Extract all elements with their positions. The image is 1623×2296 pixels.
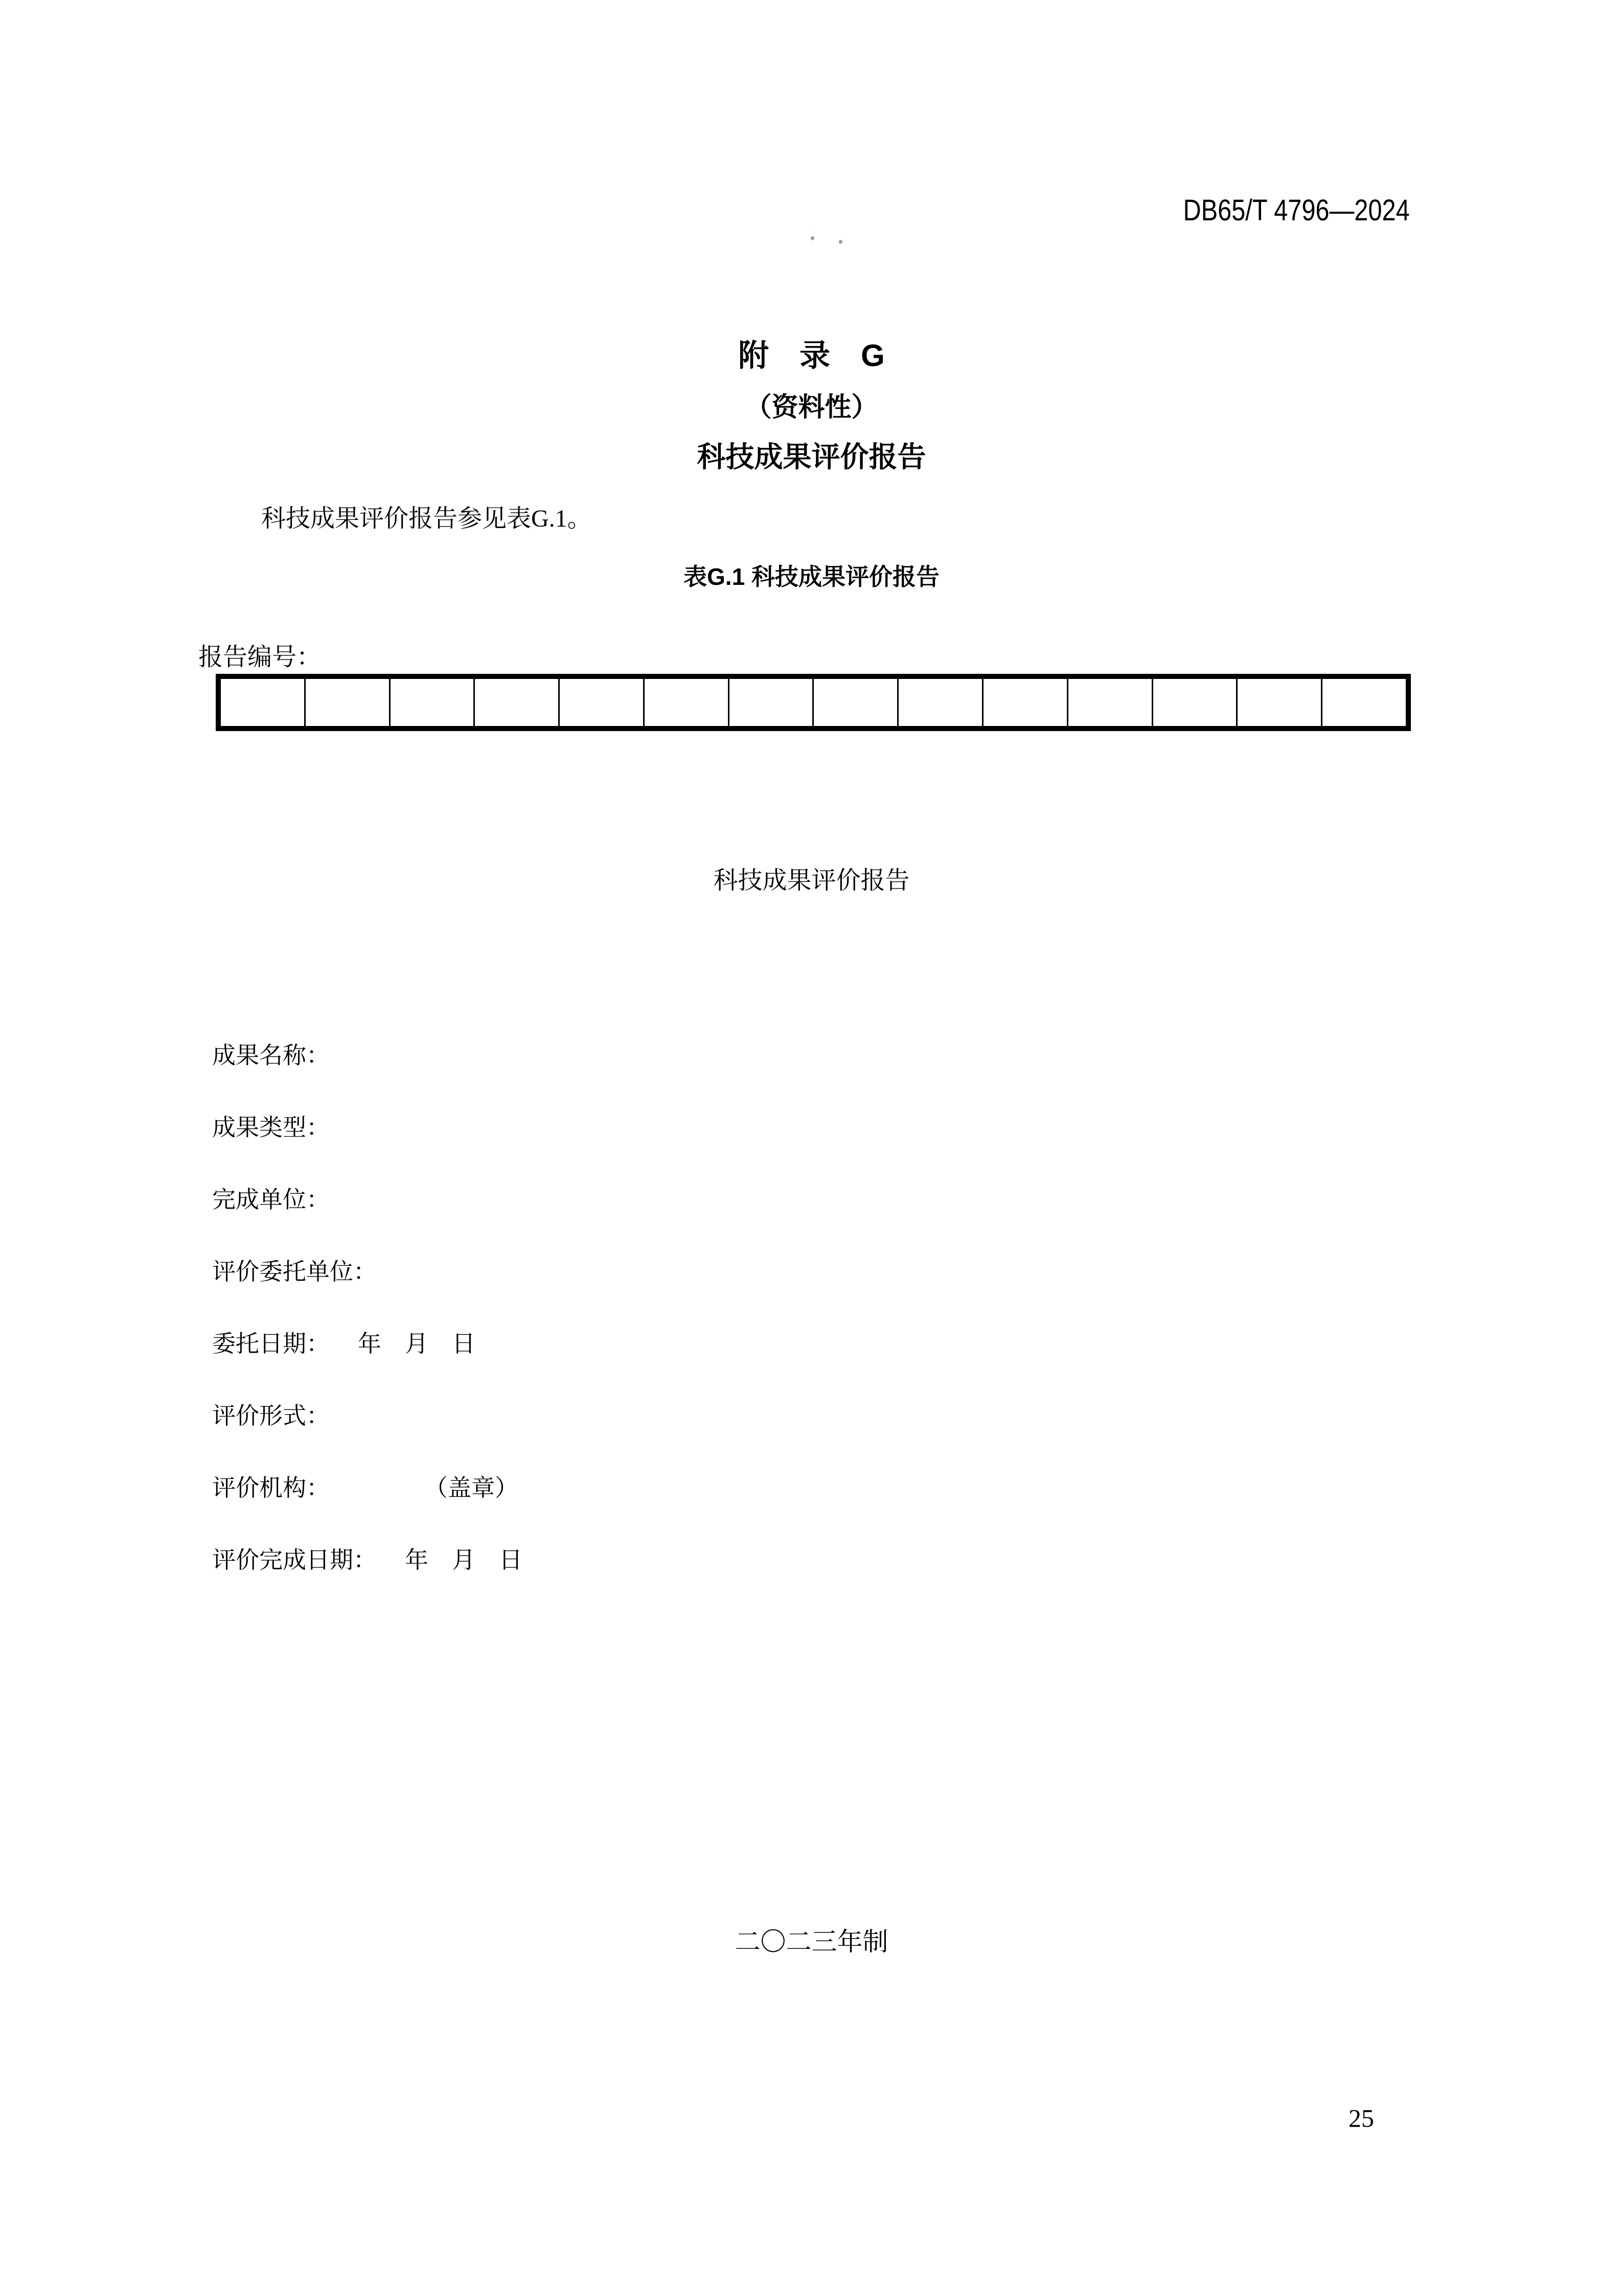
code-cell bbox=[645, 679, 729, 726]
field-line-result-type bbox=[212, 1109, 522, 1181]
field-value: 年 月 日 bbox=[358, 1331, 475, 1357]
page-number: 25 bbox=[1348, 2104, 1374, 2132]
field-label: 评价委托单位： bbox=[212, 1259, 377, 1285]
code-cell bbox=[1153, 679, 1238, 726]
intro-paragraph: 科技成果评价报告参见表G.1。 bbox=[261, 505, 592, 532]
code-cell bbox=[1322, 679, 1406, 726]
field-label: 完成单位： bbox=[212, 1187, 330, 1213]
field-line-entrust-date bbox=[212, 1325, 522, 1397]
code-cell bbox=[984, 679, 1068, 726]
code-cell bbox=[814, 679, 899, 726]
field-line-entrusting-unit bbox=[212, 1253, 522, 1325]
field-line-completing-unit bbox=[212, 1181, 522, 1253]
report-number-label: 报告编号： bbox=[198, 644, 322, 671]
field-label: 评价完成日期： bbox=[212, 1547, 377, 1573]
field-value: 年 月 日 bbox=[405, 1547, 522, 1573]
code-cell bbox=[899, 679, 984, 726]
code-cell bbox=[306, 679, 391, 726]
code-cell bbox=[221, 679, 306, 726]
table-caption: 表G.1 科技成果评价报告 bbox=[683, 563, 940, 590]
field-label: 委托日期： bbox=[212, 1331, 330, 1357]
code-cell bbox=[1068, 679, 1153, 726]
field-label: 成果名称： bbox=[212, 1042, 330, 1069]
doc-code: DB65/T 4796—2024 bbox=[1183, 194, 1410, 227]
field-label: 评价形式： bbox=[212, 1403, 330, 1429]
code-cell bbox=[1238, 679, 1322, 726]
code-cell bbox=[729, 679, 814, 726]
speck-dot bbox=[839, 240, 842, 244]
field-line-evaluation-agency bbox=[212, 1469, 522, 1541]
field-label: 成果类型： bbox=[212, 1115, 330, 1141]
appendix-type-note: （资料性） bbox=[745, 393, 878, 422]
made-year: 二〇二三年制 bbox=[735, 1927, 888, 1956]
field-line-evaluation-form bbox=[212, 1397, 522, 1469]
form-title: 科技成果评价报告 bbox=[713, 867, 910, 894]
appendix-label: 附 录 G bbox=[738, 338, 885, 373]
form-fields bbox=[212, 1037, 522, 1613]
field-value: （盖章） bbox=[424, 1475, 518, 1501]
field-label: 评价机构： bbox=[212, 1475, 330, 1501]
field-line-evaluation-complete-date bbox=[212, 1541, 522, 1613]
appendix-title: 科技成果评价报告 bbox=[697, 441, 926, 473]
code-cell bbox=[475, 679, 560, 726]
code-cell bbox=[560, 679, 645, 726]
report-code-grid bbox=[216, 674, 1411, 731]
field-line-result-name bbox=[212, 1037, 522, 1109]
code-cell bbox=[391, 679, 475, 726]
speck-dot bbox=[811, 236, 814, 240]
